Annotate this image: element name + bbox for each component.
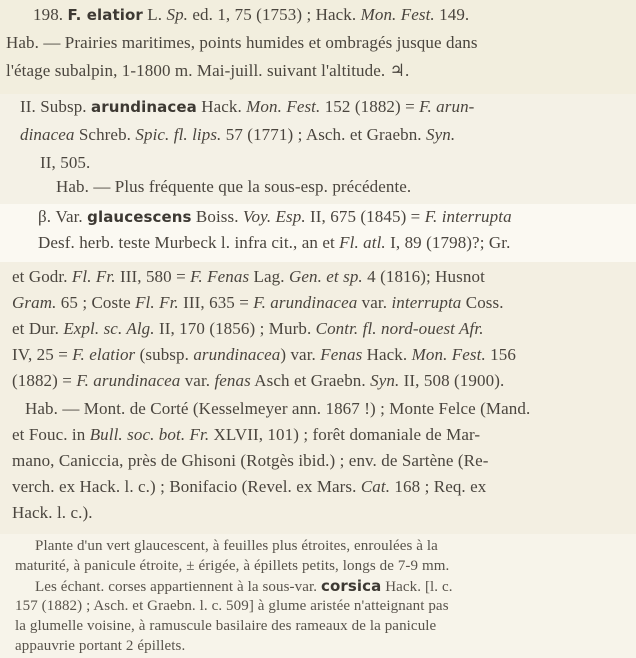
- text-span: Hack. l. c.).: [12, 503, 93, 522]
- italic-citation: F. interrupta: [424, 207, 512, 226]
- text-span: var.: [180, 371, 215, 390]
- text-span: 156: [485, 345, 516, 364]
- text-span: I, 89 (1798)?; Gr.: [385, 233, 511, 252]
- italic-citation: F. Fenas: [190, 267, 250, 286]
- text-span: III, 580 =: [115, 267, 191, 286]
- taxon-name: F. elatior: [67, 6, 143, 24]
- text-span: Lag.: [249, 267, 289, 286]
- text-span: Hack.: [362, 345, 412, 364]
- text-span: Hab. — Mont. de Corté (Kesselmeyer ann. 1867 !) ; Monte Felce (Mand.: [25, 399, 531, 418]
- italic-citation: Mon. Fest.: [246, 97, 321, 116]
- italic-citation: dinacea: [20, 125, 75, 144]
- text-line: [12, 266, 624, 288]
- text-span: II, 505.: [40, 153, 91, 172]
- italic-citation: arundinacea: [193, 345, 281, 364]
- italic-citation: Syn.: [426, 125, 456, 144]
- text-line: [40, 152, 240, 174]
- text-line: [38, 232, 624, 254]
- italic-citation: Gram.: [12, 293, 57, 312]
- text-line: [12, 476, 624, 498]
- text-span: Coss.: [461, 293, 504, 312]
- text-line: [12, 370, 624, 392]
- text-span: Plante d'un vert glaucescent, à feuilles plus étroites, enroulées à la: [35, 538, 438, 554]
- italic-citation: Fenas: [320, 345, 363, 364]
- italic-citation: F. arundinacea: [76, 371, 181, 390]
- taxon-name: glaucescens: [87, 208, 192, 226]
- italic-citation: fenas: [214, 371, 251, 390]
- text-span: II, 508 (1900).: [399, 371, 505, 390]
- text-span: β. Var.: [38, 207, 88, 226]
- text-span: ed. 1, 75 (1753) ; Hack.: [188, 5, 361, 24]
- text-span: l'étage subalpin, 1-1800 m. Mai-juill. suivant l'altitude. ♃.: [6, 61, 410, 80]
- text-line: [38, 206, 624, 228]
- text-line: [12, 344, 624, 366]
- text-line: [25, 398, 624, 420]
- italic-citation: Gen. et sp.: [288, 267, 363, 286]
- text-span: la glumelle voisine, à ramuscule basilaire des rameaux de la panicule: [15, 618, 437, 634]
- text-span: Les échant. corses appartiennent à la sous-var.: [35, 579, 321, 595]
- text-line: [20, 124, 624, 146]
- text-span: et Dur.: [12, 319, 64, 338]
- text-span: (1882) =: [12, 371, 77, 390]
- text-line: [15, 617, 623, 636]
- text-line: [12, 502, 624, 524]
- text-line: [20, 96, 624, 118]
- text-span: Asch et Graebn.: [250, 371, 371, 390]
- text-span: II. Subsp.: [20, 97, 91, 116]
- text-span: mano, Caniccia, près de Ghisoni (Rotgès ibid.) ; env. de Sartène (Re-: [12, 451, 489, 470]
- text-span: Hack.: [196, 97, 247, 116]
- text-line: [12, 292, 624, 314]
- text-span: verch. ex Hack. l. c.) ; Bonifacio (Revel. ex Mars.: [12, 477, 361, 496]
- text-span: 149.: [434, 5, 470, 24]
- text-line: [15, 637, 623, 656]
- italic-citation: Spic. fl. lips.: [135, 125, 222, 144]
- text-span: appauvrie portant 2 épillets.: [15, 638, 186, 654]
- text-span: 57 (1771) ; Asch. et Graebn.: [221, 125, 426, 144]
- text-span: Hack. [l. c.: [381, 579, 453, 595]
- italic-citation: F. arun-: [419, 97, 475, 116]
- text-line: [35, 577, 623, 597]
- text-span: IV, 25 =: [12, 345, 73, 364]
- text-line: [33, 4, 609, 26]
- italic-citation: Mon. Fest.: [411, 345, 486, 364]
- text-line: [6, 60, 624, 82]
- text-span: 168 ; Req. ex: [390, 477, 487, 496]
- text-span: et Fouc. in: [12, 425, 90, 444]
- italic-citation: Sp.: [166, 5, 189, 24]
- text-span: L.: [142, 5, 167, 24]
- text-line: [12, 424, 624, 446]
- taxon-name: corsica: [320, 577, 382, 595]
- text-span: Boiss.: [191, 207, 243, 226]
- text-span: II, 170 (1856) ; Murb.: [154, 319, 316, 338]
- text-span: Hab. — Prairies maritimes, points humides et ombragés jusque dans: [6, 33, 478, 52]
- text-line: [12, 450, 624, 472]
- text-line: [35, 537, 623, 556]
- text-span: II, 675 (1845) =: [305, 207, 425, 226]
- text-span: Desf. herb. teste Murbeck l. infra cit., an et: [38, 233, 340, 252]
- text-line: [56, 176, 616, 198]
- italic-citation: Fl. Fr.: [135, 293, 179, 312]
- text-span: XLVII, 101) ; forêt domaniale de Mar-: [209, 425, 481, 444]
- italic-citation: Fl. Fr.: [71, 267, 116, 286]
- text-span: Schreb.: [74, 125, 136, 144]
- text-span: III, 635 =: [178, 293, 254, 312]
- text-span: 152 (1882) =: [320, 97, 420, 116]
- italic-citation: Mon. Fest.: [360, 5, 435, 24]
- text-span: 4 (1816); Husnot: [362, 267, 485, 286]
- italic-citation: Fl. atl.: [339, 233, 386, 252]
- italic-citation: F. arundinacea: [253, 293, 358, 312]
- italic-citation: Cat.: [360, 477, 391, 496]
- text-span: et Godr.: [12, 267, 72, 286]
- italic-citation: Voy. Esp.: [242, 207, 306, 226]
- italic-citation: Expl. sc. Alg.: [63, 319, 155, 338]
- text-span: (subsp.: [135, 345, 194, 364]
- text-span: ) var.: [280, 345, 321, 364]
- text-line: [6, 32, 624, 54]
- text-line: [15, 597, 623, 616]
- text-span: maturité, à panicule étroite, ± érigée, à épillets petits, longs de 7-9 mm.: [15, 558, 450, 574]
- text-line: [15, 557, 623, 576]
- text-span: Hab. — Plus fréquente que la sous-esp. précédente.: [56, 177, 412, 196]
- text-span: var.: [357, 293, 392, 312]
- italic-citation: Bull. soc. bot. Fr.: [89, 425, 210, 444]
- text-span: 157 (1882) ; Asch. et Graebn. l. c. 509] à glume aristée n'atteignant pas: [15, 598, 449, 614]
- taxon-name: arundinacea: [91, 98, 197, 116]
- text-span: 198.: [33, 5, 68, 24]
- text-line: [12, 318, 624, 340]
- italic-citation: Syn.: [370, 371, 400, 390]
- italic-citation: F. elatior: [72, 345, 136, 364]
- italic-citation: interrupta: [391, 293, 462, 312]
- text-span: 65 ; Coste: [56, 293, 136, 312]
- italic-citation: Contr. fl. nord-ouest Afr.: [315, 319, 484, 338]
